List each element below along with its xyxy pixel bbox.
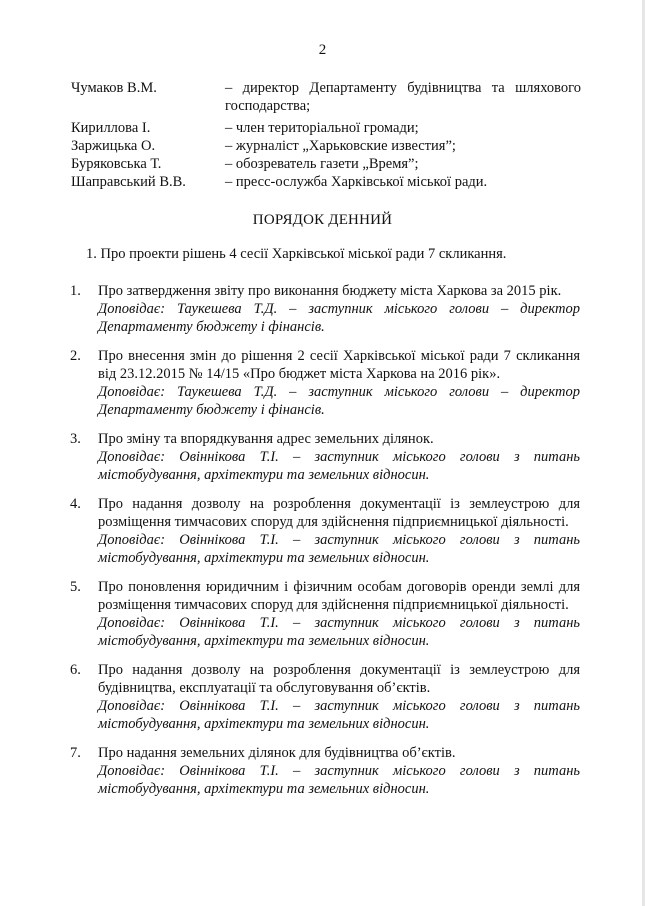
agenda-intro: 1. Про проекти рішень 4 сесії Харківської міської ради 7 скликання. [86,246,507,262]
attendee-row [71,155,581,173]
attendee-row [71,173,581,191]
agenda-item [70,578,580,650]
agenda-item [70,744,580,798]
item-reporter: Доповідає: Таукешева Т.Д. – заступник міського голови – директор Департаменту бюджету і фінансів. [98,384,580,418]
agenda-item [70,661,580,733]
item-title: Про надання дозволу на розроблення документації із землеустрою для розміщення тимчасових споруд для здійснення підприємницької діяльності. [98,496,580,530]
attendee-role: – журналіст „Харьковские известия”; [225,138,456,154]
attendee-row [71,119,581,137]
attendee-row [71,79,581,115]
item-reporter: Доповідає: Овіннікова Т.І. – заступник міського голови з питань містобудування, архітектури та земельних відносин. [98,763,580,797]
item-title: Про внесення змін до рішення 2 сесії Харківської міської ради 7 скликання від 23.12.2015 № 14/15 «Про бюджет міста Харкова на 2016 рік». [98,348,580,382]
attendee-role: – обозреватель газети „Время”; [225,156,419,172]
agenda-item [70,430,580,484]
item-title: Про зміну та впорядкування адрес земельних ділянок. [98,431,434,447]
item-number: 2. [70,348,81,364]
item-reporter: Доповідає: Таукешева Т.Д. – заступник міського голови – директор Департаменту бюджету і фінансів. [98,301,580,335]
item-number: 6. [70,662,81,678]
item-number: 4. [70,496,81,512]
attendee-name: Буряковська Т. [71,156,162,172]
attendee-name: Чумаков В.М. [71,80,157,96]
item-reporter: Доповідає: Овіннікова Т.І. – заступник міського голови з питань містобудування, архітектури та земельних відносин. [98,449,580,483]
item-number: 1. [70,283,81,299]
agenda-item [70,495,580,567]
agenda-items [70,282,580,809]
agenda-item [70,282,580,336]
attendee-name: Кириллова І. [71,120,151,136]
item-reporter: Доповідає: Овіннікова Т.І. – заступник міського голови з питань містобудування, архітектури та земельних відносин. [98,698,580,732]
item-reporter: Доповідає: Овіннікова Т.І. – заступник міського голови з питань містобудування, архітектури та земельних відносин. [98,615,580,649]
attendee-row [71,137,581,155]
attendee-name: Заржицька О. [71,138,156,154]
attendee-name: Шаправський В.В. [71,174,186,190]
item-number: 5. [70,579,81,595]
item-title: Про надання дозволу на розроблення документації із землеустрою для будівництва, експлуатації та обслуговування об’єктів. [98,662,580,696]
attendee-list [71,79,581,191]
item-number: 7. [70,745,81,761]
item-number: 3. [70,431,81,447]
agenda-title: ПОРЯДОК ДЕННИЙ [252,212,393,228]
attendee-role: – пресс-ослужба Харківської міської ради. [225,174,488,190]
attendee-role: – член територіальної громади; [225,120,419,136]
page-number: 2 [318,42,327,58]
item-reporter: Доповідає: Овіннікова Т.І. – заступник міського голови з питань містобудування, архітектури та земельних відносин. [98,532,580,566]
agenda-item [70,347,580,419]
item-title: Про затвердження звіту про виконання бюджету міста Харкова за 2015 рік. [98,283,562,299]
item-title: Про поновлення юридичним і фізичним особам договорів оренди землі для розміщення тимчасових споруд для здійснення підприємницької діяльності. [98,579,580,613]
item-title: Про надання земельних ділянок для будівництва об’єктів. [98,745,456,761]
attendee-role: – директор Департаменту будівництва та шляхового господарства; [225,80,581,114]
